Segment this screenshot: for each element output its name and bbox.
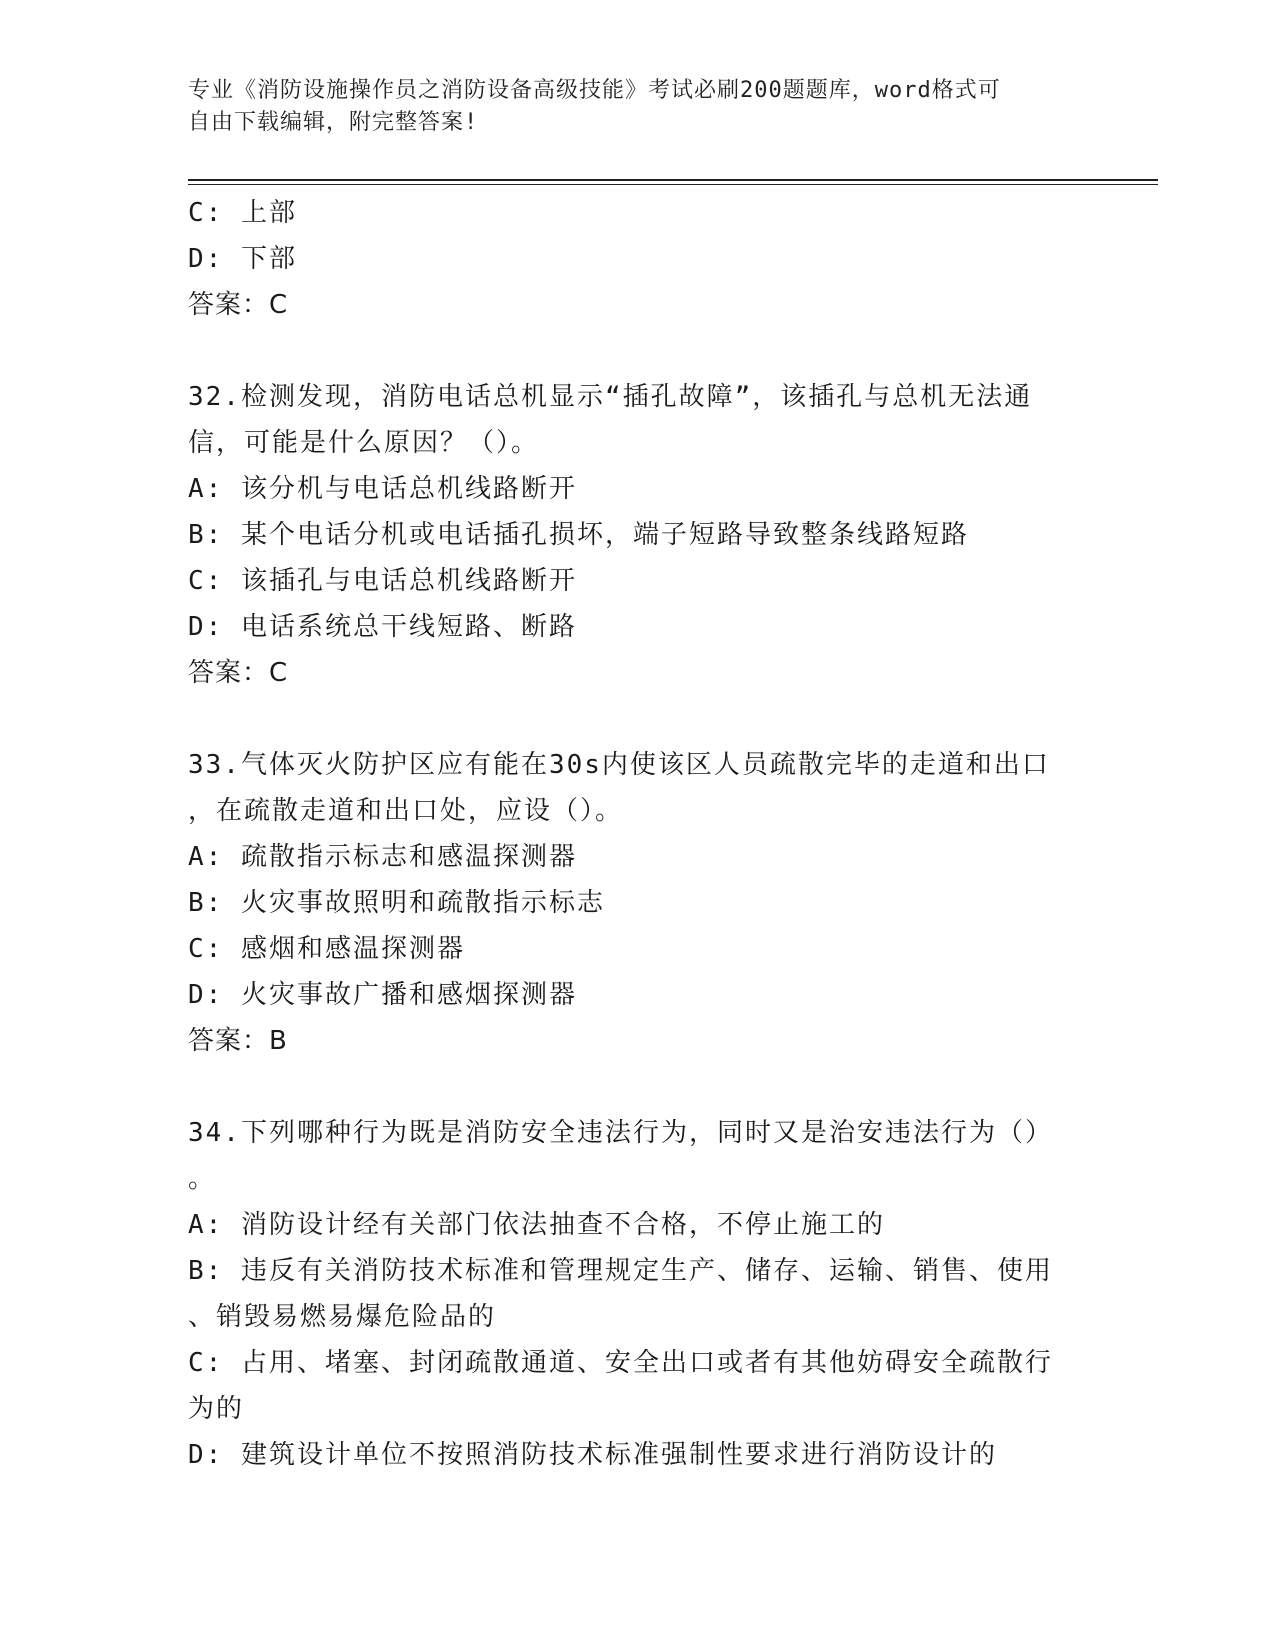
page-header xyxy=(188,75,1068,139)
option-b: B: 违反有关消防技术标准和管理规定生产、储存、运输、销售、使用 xyxy=(188,1256,1053,1286)
option-c-continued: 为的 xyxy=(188,1394,245,1424)
prev-option-c: C: 上部 xyxy=(188,198,297,228)
header-divider xyxy=(188,179,1158,181)
question-33 xyxy=(188,742,1088,1064)
question-32 xyxy=(188,374,1088,696)
option-d: D: 电话系统总干线短路、断路 xyxy=(188,612,577,642)
option-a: A: 消防设计经有关部门依法抽查不合格，不停止施工的 xyxy=(188,1210,885,1240)
prev-option-d: D: 下部 xyxy=(188,244,297,274)
option-b-continued: 、销毁易燃易爆危险品的 xyxy=(188,1302,497,1332)
answer: 答案：C xyxy=(188,658,289,688)
question-content xyxy=(188,190,1088,1478)
option-d: D: 建筑设计单位不按照消防技术标准强制性要求进行消防设计的 xyxy=(188,1440,997,1470)
answer: 答案：B xyxy=(188,1026,288,1056)
option-a: A: 疏散指示标志和感温探测器 xyxy=(188,842,577,872)
option-b: B: 火灾事故照明和疏散指示标志 xyxy=(188,888,605,918)
question-text-line: 信，可能是什么原因？（）。 xyxy=(188,428,540,458)
header-line-2: 自由下载编辑，附完整答案! xyxy=(188,110,479,135)
spacer xyxy=(188,328,1088,374)
option-b: B: 某个电话分机或电话插孔损坏，端子短路导致整条线路短路 xyxy=(188,520,969,550)
spacer xyxy=(188,1064,1088,1110)
option-c: C: 占用、堵塞、封闭疏散通道、安全出口或者有其他妨碍安全疏散行 xyxy=(188,1348,1053,1378)
option-c: C: 感烟和感温探测器 xyxy=(188,934,465,964)
prev-answer: 答案：C xyxy=(188,290,289,320)
question-text-line: 34.下列哪种行为既是消防安全违法行为，同时又是治安违法行为（） xyxy=(188,1118,1053,1148)
option-c: C: 该插孔与电话总机线路断开 xyxy=(188,566,577,596)
option-a: A: 该分机与电话总机线路断开 xyxy=(188,474,577,504)
header-divider-thin xyxy=(188,184,1158,185)
option-d: D: 火灾事故广播和感烟探测器 xyxy=(188,980,577,1010)
question-text-line: 32.检测发现，消防电话总机显示“插孔故障”，该插孔与总机无法通 xyxy=(188,382,1033,412)
header-line-1: 专业《消防设施操作员之消防设备高级技能》考试必刷200题题库，word格式可 xyxy=(188,78,1001,103)
question-text-line: ，在疏散走道和出口处，应设（）。 xyxy=(188,796,624,826)
spacer xyxy=(188,696,1088,742)
question-34 xyxy=(188,1110,1088,1478)
question-text-line: 33.气体灭火防护区应有能在30s内使该区人员疏散完毕的走道和出口 xyxy=(188,750,1050,780)
question-text-line: 。 xyxy=(188,1164,217,1194)
